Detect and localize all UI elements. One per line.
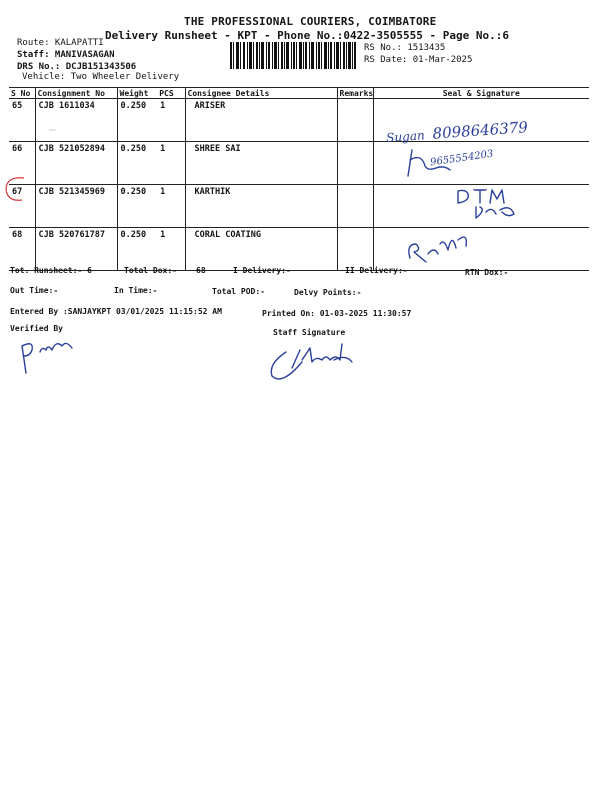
document-title: THE PROFESSIONAL COURIERS, COIMBATORE	[184, 15, 437, 28]
cell-consignee: SHREE SAI	[185, 142, 337, 185]
route-label: Route: KALAPATTI	[17, 38, 104, 48]
cell-consignment: CJB 521052894	[35, 142, 117, 185]
rs-number: RS No.: 1513435	[364, 43, 446, 53]
signature-row67	[458, 190, 514, 218]
total-pod: Total POD:-	[212, 287, 265, 296]
handwritten-phone-row65: Sugan 8098646379	[385, 118, 529, 145]
cell-consignment: CJB 1611034	[35, 99, 117, 142]
signature-row68	[409, 237, 466, 262]
total-dox-label: Total Dox:-	[124, 266, 177, 275]
cell-weight: 0.250	[120, 230, 147, 240]
tot-runsheet: Tot. Runsheet:- 6	[10, 266, 92, 275]
rs-date: RS Date: 01-Mar-2025	[364, 55, 473, 65]
col-consignee: Consignee Details	[185, 88, 337, 99]
col-seal-signature: Seal & Signature	[373, 88, 589, 99]
col-weight: Weight	[119, 88, 149, 98]
document-subtitle: Delivery Runsheet - KPT - Phone No.:0422-3505555 - Page No.:6	[105, 29, 509, 42]
handwritten-phone-row66: 9655554203	[429, 148, 495, 169]
cell-pcs: 1	[160, 101, 166, 111]
col-consignment: Consignment No	[35, 88, 117, 99]
cell-consignment: CJB 520761787	[35, 228, 117, 271]
col-sno: S No	[9, 88, 35, 99]
in-time: In Time:-	[114, 286, 158, 295]
vehicle-label: Vehicle: Two Wheeler Delivery	[22, 72, 180, 82]
staff-label: Staff: MANIVASAGAN	[17, 50, 115, 60]
ii-delivery: II Delivery:-	[345, 266, 408, 275]
delvy-points: Delvy Points:-	[294, 288, 362, 297]
cell-sno: 66	[9, 142, 35, 185]
entered-by: Entered By :SANJAYKPT 03/01/2025 11:15:52 AM	[10, 307, 222, 316]
out-time: Out Time:-	[10, 286, 59, 295]
staff-signature-mark	[271, 344, 352, 379]
staff-signature-label: Staff Signature	[273, 328, 346, 337]
total-dox-value: 68	[196, 266, 206, 275]
cell-pcs: 1	[160, 230, 166, 240]
printed-on: Printed On: 01-03-2025 11:30:57	[262, 309, 412, 318]
col-remarks: Remarks	[337, 88, 373, 99]
cell-sno: 65	[9, 99, 35, 142]
drs-number: DRS No.: DCJB151343506	[17, 62, 137, 72]
cell-consignment: CJB 521345969	[35, 185, 117, 228]
signature-row66	[408, 150, 450, 176]
cell-weight: 0.250	[120, 187, 147, 197]
i-delivery: I Delivery:-	[233, 266, 291, 275]
cell-pcs: 1	[160, 144, 166, 154]
cell-consignee: CORAL COATING	[185, 228, 337, 271]
verified-by-label: Verified By	[10, 324, 63, 333]
rtn-dox: RTN Dox:-	[465, 268, 509, 277]
red-circle-mark	[6, 178, 24, 201]
cell-consignee: ARISER	[185, 99, 337, 142]
cell-pcs: 1	[160, 187, 166, 197]
verified-by-signature	[22, 343, 72, 373]
cell-sno: 68	[9, 228, 35, 271]
col-pcs: PCS	[159, 88, 174, 98]
cell-weight: 0.250	[120, 144, 147, 154]
cell-weight: 0.250	[120, 101, 147, 111]
cell-consignee: KARTHIK	[185, 185, 337, 228]
cell-sno: 67	[9, 185, 35, 228]
